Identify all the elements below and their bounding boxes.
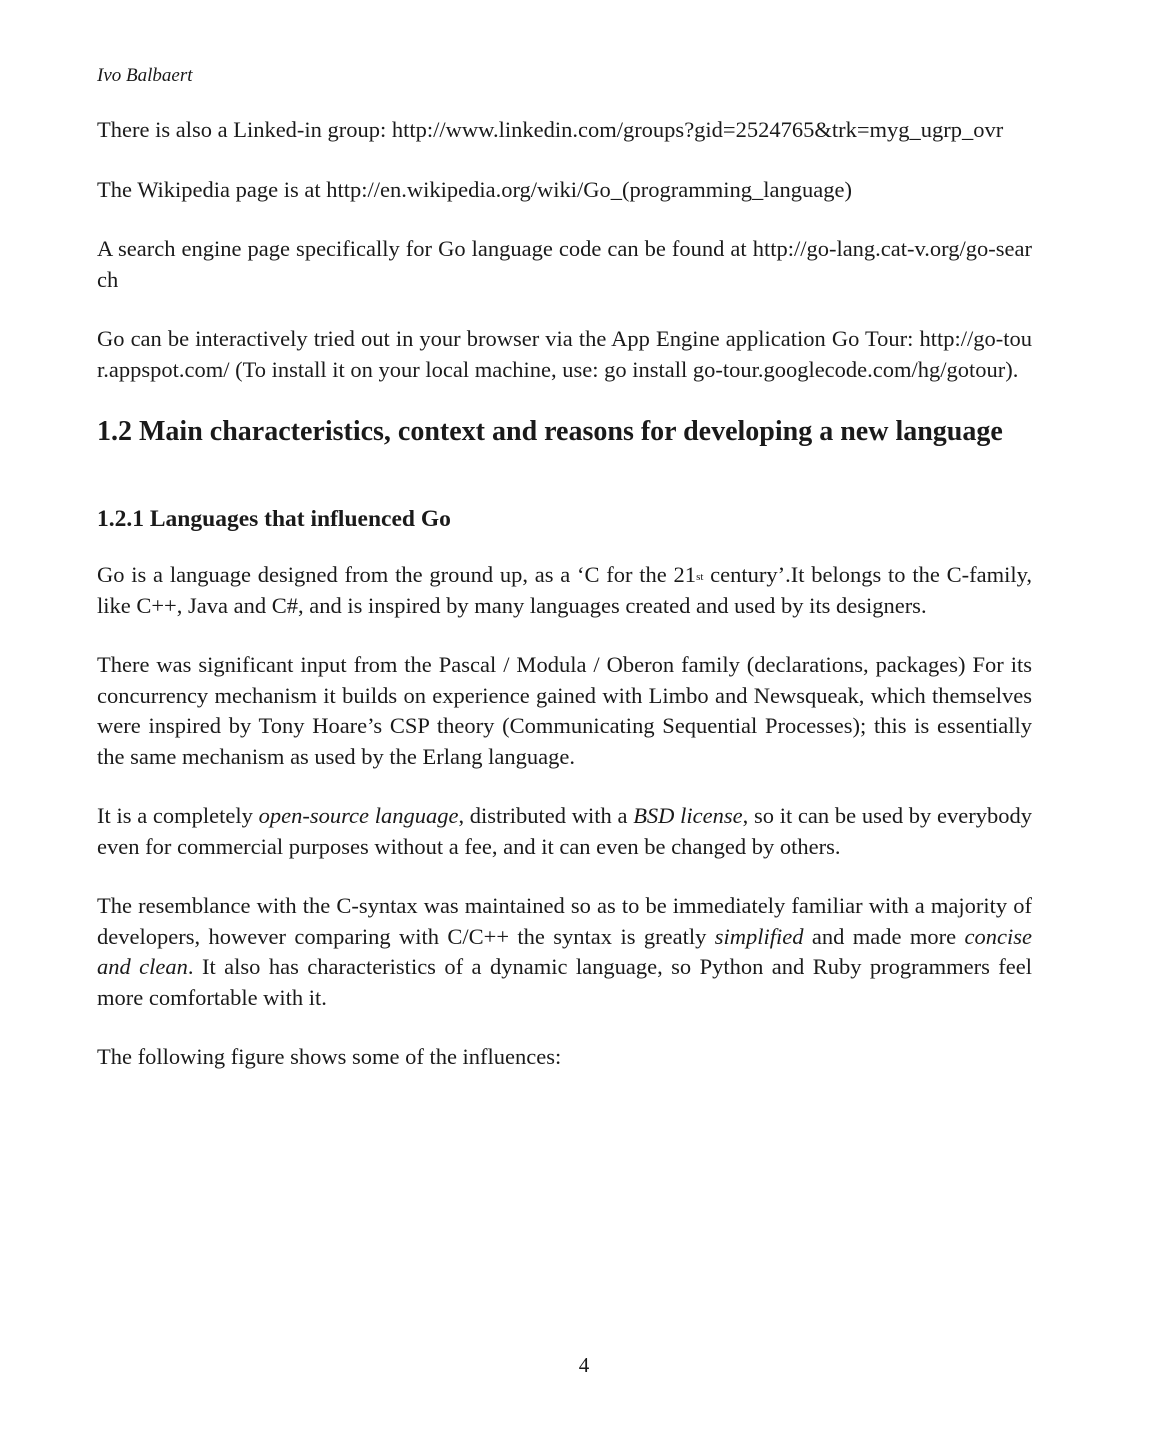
page-number: 4 [578,1353,590,1377]
para1-text-a: Go is a language designed from the ground up, as a ‘C for the 21 [97,562,697,587]
paragraph-influences-concurrency: There was significant input from the Pascal / Modula / Oberon family (declarations, packages) For its concurrency mechanism it builds on experience gained with Limbo and Newsqueak, which themselves were inspired by Tony Hoare’s CSP theory (Communicating Sequential Processes); this is essentially the same mechanism as used by the Erlang language. [97,652,1032,769]
subsection-heading: 1.2.1 Languages that influenced Go [97,506,451,532]
linkedin-url: http://www.linkedin.com/groups?gid=2524765&trk=myg_ugrp_ovr [391,117,1004,142]
para3-text-c: , so it can be used by everybody even for commercial purposes without a fee, and it can even be changed by others. [97,803,1032,859]
running-header-author: Ivo Balbaert [97,65,193,86]
para3-text-a: It is a completely [97,803,259,828]
linkedin-paragraph [97,115,1032,146]
para3-emphasis-open-source: open-source language [258,803,459,828]
para4-text-a: The resemblance with the C-syntax was maintained so as to be immediately familiar with a majority of developers, however comparing with C/C++ the syntax is greatly [97,893,1032,949]
search-engine-paragraph: A search engine page specifically for Go language code can be found at http://go-lang.cat-v.org/go-search [97,236,1032,292]
para4-text-b: and made more [803,923,965,949]
para3-text-b: , distributed with a [458,803,634,828]
paragraph-c-family [97,560,1032,621]
section-heading: 1.2 Main characteristics, context and reasons for developing a new language [97,416,1003,447]
para1-superscript: st [696,571,704,583]
para3-emphasis-bsd: BSD license [633,803,743,828]
page-content [97,115,1032,1102]
linkedin-text: There is also a Linked-in group: [97,117,392,142]
para4-emphasis-simplified: simplified [714,923,804,949]
paragraph-figure-intro: The following figure shows some of the influences: [97,1044,562,1069]
para4-text-c: . It also has characteristics of a dynamic language, so Python and Ruby programmers feel more comfortable with it. [97,954,1032,1010]
paragraph-open-source [97,801,1032,862]
wikipedia-paragraph: The Wikipedia page is at http://en.wikipedia.org/wiki/Go_(programming_language) [97,176,852,202]
para1-text-b: century’.It belongs to the C-family, like C++, Java and C#, and is inspired by many languages created and used by its designers. [97,562,1032,618]
para4-emphasis-concise: concise and clean [97,923,1032,979]
paragraph-c-syntax [97,891,1032,1013]
go-tour-paragraph: Go can be interactively tried out in your browser via the App Engine application Go Tour: http://go-tour.appspot.com/ (To install it on your local machine, use: go install go-tour.googlecode.com/hg/gotour). [97,326,1032,382]
